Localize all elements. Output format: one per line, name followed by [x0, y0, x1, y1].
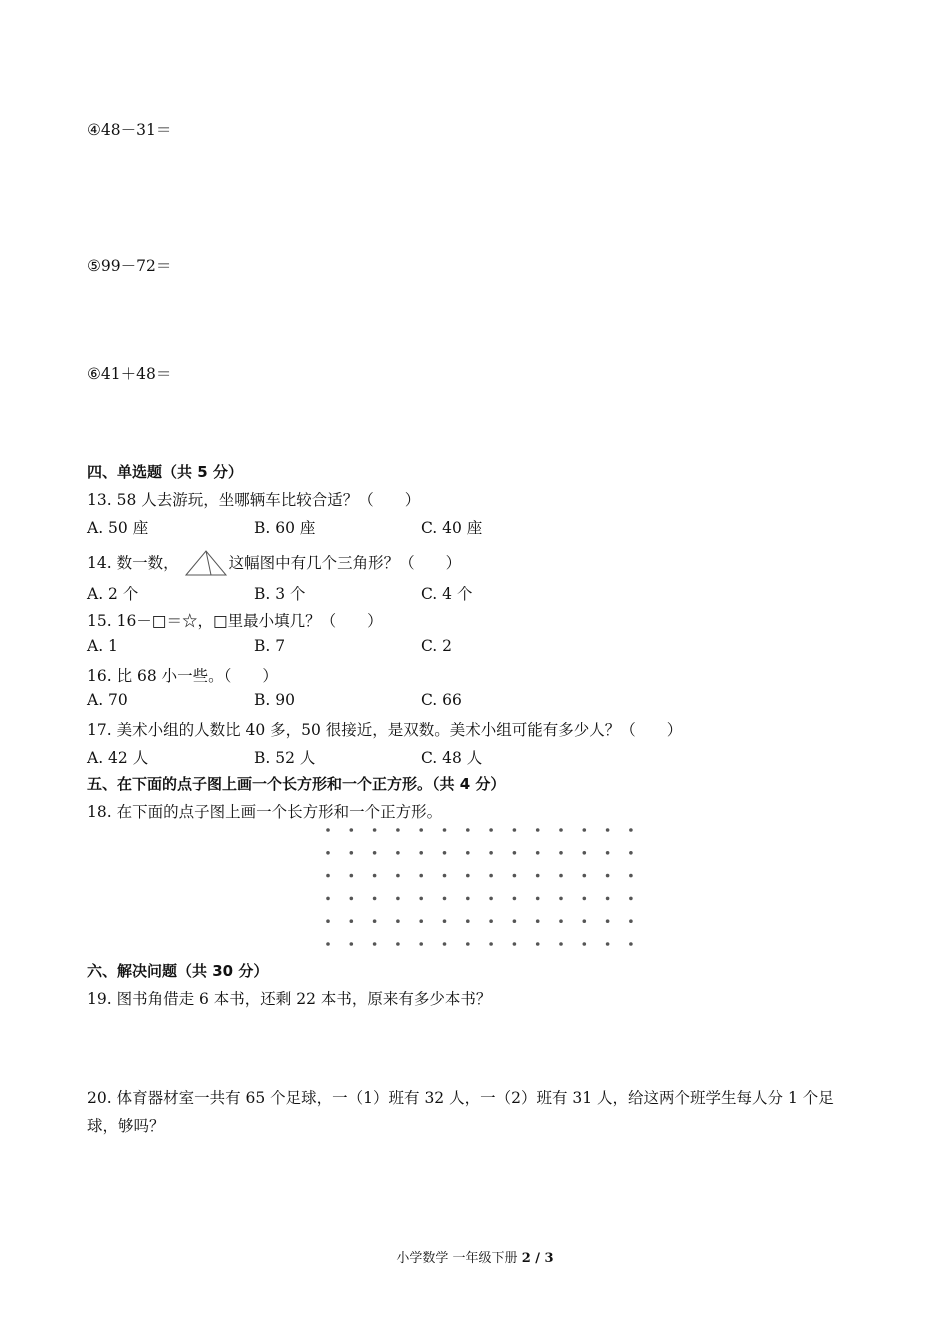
grid-dot[interactable] [466, 919, 470, 923]
grid-dot[interactable] [350, 828, 354, 832]
grid-dot[interactable] [489, 942, 493, 946]
grid-dot[interactable] [559, 897, 563, 901]
q14-stem-before: 14. 数一数， [87, 554, 179, 572]
grid-dot[interactable] [443, 874, 447, 878]
grid-dot[interactable] [350, 919, 354, 923]
q13-option-a: A. 50 座 [87, 519, 149, 537]
grid-dot[interactable] [326, 851, 330, 855]
grid-dot[interactable] [583, 828, 587, 832]
grid-dot[interactable] [466, 942, 470, 946]
grid-dot[interactable] [419, 874, 423, 878]
grid-dot[interactable] [373, 828, 377, 832]
grid-dot[interactable] [419, 828, 423, 832]
grid-dot[interactable] [466, 874, 470, 878]
q13-option-b: B. 60 座 [254, 519, 316, 537]
grid-dot[interactable] [606, 828, 610, 832]
grid-dot[interactable] [396, 942, 400, 946]
grid-dot[interactable] [350, 874, 354, 878]
grid-dot[interactable] [443, 942, 447, 946]
grid-dot[interactable] [350, 942, 354, 946]
grid-dot[interactable] [396, 919, 400, 923]
grid-dot[interactable] [419, 942, 423, 946]
grid-dot[interactable] [629, 851, 633, 855]
grid-dot[interactable] [489, 828, 493, 832]
grid-dot[interactable] [466, 897, 470, 901]
q14-option-a: A. 2 个 [87, 585, 139, 603]
grid-dot[interactable] [536, 874, 540, 878]
question-17: 17. 美术小组的人数比 40 多，50 很接近，是双数。美术小组可能有多少人？（ ） [87, 721, 683, 739]
grid-dot[interactable] [513, 919, 517, 923]
grid-dot[interactable] [513, 828, 517, 832]
grid-dot[interactable] [559, 942, 563, 946]
question-16: 16. 比 68 小一些。（ ） [87, 667, 278, 685]
grid-dot[interactable] [606, 851, 610, 855]
grid-dot[interactable] [606, 874, 610, 878]
grid-dot[interactable] [513, 874, 517, 878]
page-footer [0, 1247, 950, 1266]
grid-dot[interactable] [419, 897, 423, 901]
calc-item-5: ⑤99－72＝ [87, 257, 172, 275]
grid-dot[interactable] [629, 828, 633, 832]
grid-dot[interactable] [513, 897, 517, 901]
question-18: 18. 在下面的点子图上画一个长方形和一个正方形。 [87, 803, 443, 821]
q15-option-b: B. 7 [254, 637, 286, 655]
grid-dot[interactable] [629, 919, 633, 923]
grid-dot[interactable] [373, 919, 377, 923]
page-number: 2 / 3 [521, 1251, 554, 1266]
grid-dot[interactable] [443, 919, 447, 923]
grid-dot[interactable] [513, 851, 517, 855]
question-20-line-2: 球，够吗？ [87, 1117, 165, 1135]
grid-dot[interactable] [559, 919, 563, 923]
grid-dot[interactable] [629, 897, 633, 901]
grid-dot[interactable] [536, 942, 540, 946]
grid-dot[interactable] [326, 919, 330, 923]
grid-dot[interactable] [629, 874, 633, 878]
grid-dot[interactable] [373, 874, 377, 878]
grid-dot[interactable] [396, 897, 400, 901]
grid-dot[interactable] [326, 897, 330, 901]
grid-dot[interactable] [536, 897, 540, 901]
question-19: 19. 图书角借走 6 本书，还剩 22 本书，原来有多少本书？ [87, 990, 492, 1008]
q16-option-c: C. 66 [421, 691, 462, 709]
calc-item-6: ⑥41＋48＝ [87, 365, 172, 383]
grid-dot[interactable] [583, 874, 587, 878]
footer-subject: 小学数学 一年级下册 [396, 1251, 522, 1266]
q15-option-a: A. 1 [87, 637, 118, 655]
grid-dot[interactable] [443, 851, 447, 855]
grid-dot[interactable] [629, 942, 633, 946]
grid-dot[interactable] [326, 874, 330, 878]
grid-dot[interactable] [443, 897, 447, 901]
question-13: 13. 58 人去游玩，坐哪辆车比较合适？（ ） [87, 491, 421, 509]
grid-dot[interactable] [489, 897, 493, 901]
grid-dot[interactable] [373, 851, 377, 855]
q14-option-c: C. 4 个 [421, 585, 473, 603]
grid-dot[interactable] [466, 828, 470, 832]
grid-dot[interactable] [513, 942, 517, 946]
q13-option-c: C. 40 座 [421, 519, 483, 537]
calc-item-4: ④48－31＝ [87, 121, 172, 139]
q17-option-b: B. 52 人 [254, 749, 316, 767]
triangle-figure [183, 548, 229, 578]
grid-dot[interactable] [559, 828, 563, 832]
q17-option-a: A. 42 人 [87, 749, 149, 767]
grid-dot[interactable] [583, 851, 587, 855]
grid-dot[interactable] [559, 851, 563, 855]
grid-dot[interactable] [350, 897, 354, 901]
q14-option-b: B. 3 个 [254, 585, 306, 603]
grid-dot[interactable] [489, 851, 493, 855]
grid-dot[interactable] [419, 851, 423, 855]
q14-stem-after: 这幅图中有几个三角形？（ ） [228, 554, 462, 572]
grid-dot[interactable] [396, 874, 400, 878]
grid-dot[interactable] [419, 919, 423, 923]
grid-dot[interactable] [489, 874, 493, 878]
question-20-line-1: 20. 体育器材室一共有 65 个足球，一（1）班有 32 人，一（2）班有 31 人，给这两个班学生每人分 1 个足 [87, 1089, 834, 1107]
grid-dot[interactable] [326, 942, 330, 946]
grid-dot[interactable] [536, 828, 540, 832]
question-14 [87, 548, 461, 578]
q16-option-b: B. 90 [254, 691, 295, 709]
grid-dot[interactable] [489, 919, 493, 923]
grid-dot[interactable] [536, 919, 540, 923]
grid-dot[interactable] [396, 828, 400, 832]
section-4-heading: 四、单选题（共 5 分） [87, 463, 243, 481]
grid-dot[interactable] [606, 897, 610, 901]
grid-dot[interactable] [373, 942, 377, 946]
grid-dot[interactable] [443, 828, 447, 832]
dot-grid[interactable] [320, 820, 640, 950]
grid-dot[interactable] [606, 942, 610, 946]
grid-dot[interactable] [396, 851, 400, 855]
grid-dot[interactable] [559, 874, 563, 878]
q17-option-c: C. 48 人 [421, 749, 483, 767]
section-6-heading: 六、解决问题（共 30 分） [87, 962, 269, 980]
question-15: 15. 16－□＝☆，□里最小填几？（ ） [87, 612, 383, 630]
q16-option-a: A. 70 [87, 691, 128, 709]
grid-dot[interactable] [606, 919, 610, 923]
grid-dot[interactable] [326, 828, 330, 832]
grid-dot[interactable] [373, 897, 377, 901]
grid-dot[interactable] [583, 897, 587, 901]
grid-dot[interactable] [583, 942, 587, 946]
q15-option-c: C. 2 [421, 637, 453, 655]
grid-dot[interactable] [350, 851, 354, 855]
section-5-heading: 五、在下面的点子图上画一个长方形和一个正方形。（共 4 分） [87, 775, 506, 793]
grid-dot[interactable] [536, 851, 540, 855]
grid-dot[interactable] [583, 919, 587, 923]
grid-dot[interactable] [466, 851, 470, 855]
